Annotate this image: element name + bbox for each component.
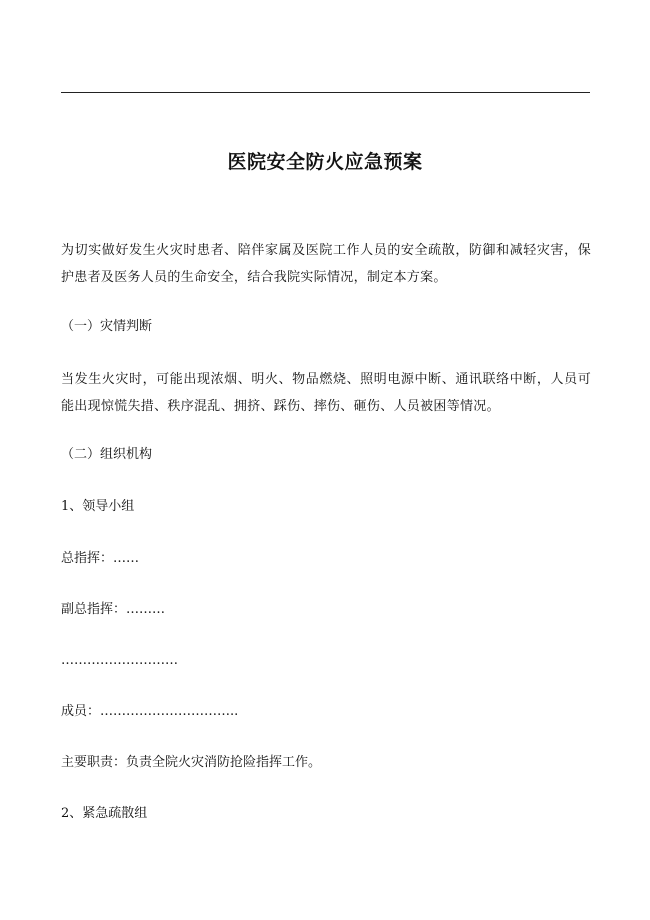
section-heading-organization: （二）组织机构 (61, 447, 153, 462)
section-heading-disaster-assessment: （一）灾情判断 (61, 319, 153, 334)
disaster-assessment-paragraph: 当发生火灾时，可能出现浓烟、明火、物品燃烧、照明电源中断、通讯联络中断，人员可能出现惊慌失措、秩序混乱、拥挤、踩伤、摔伤、砸伤、人员被困等情况。 (61, 372, 591, 414)
subsection-heading-leadership-group: 1、领导小组 (61, 499, 135, 514)
subsection-heading-evacuation-group: 2、紧急疏散组 (61, 806, 148, 821)
members-line: 成员：………………………….. (61, 704, 239, 719)
intro-paragraph: 为切实做好发生火灾时患者、陪伴家属及医院工作人员的安全疏散，防御和减轻灾害，保护患者及医务人员的生命安全，结合我院实际情况，制定本方案。 (61, 243, 591, 285)
deputy-commander-line: 副总指挥：……… (61, 602, 166, 617)
commander-line: 总指挥：…… (61, 551, 140, 566)
placeholder-line: ……………………… (61, 653, 178, 668)
header-rule (61, 92, 590, 93)
page-title: 医院安全防火应急预案 (227, 151, 423, 173)
main-duties-line: 主要职责：负责全院火灾消防抢险指挥工作。 (61, 755, 322, 770)
